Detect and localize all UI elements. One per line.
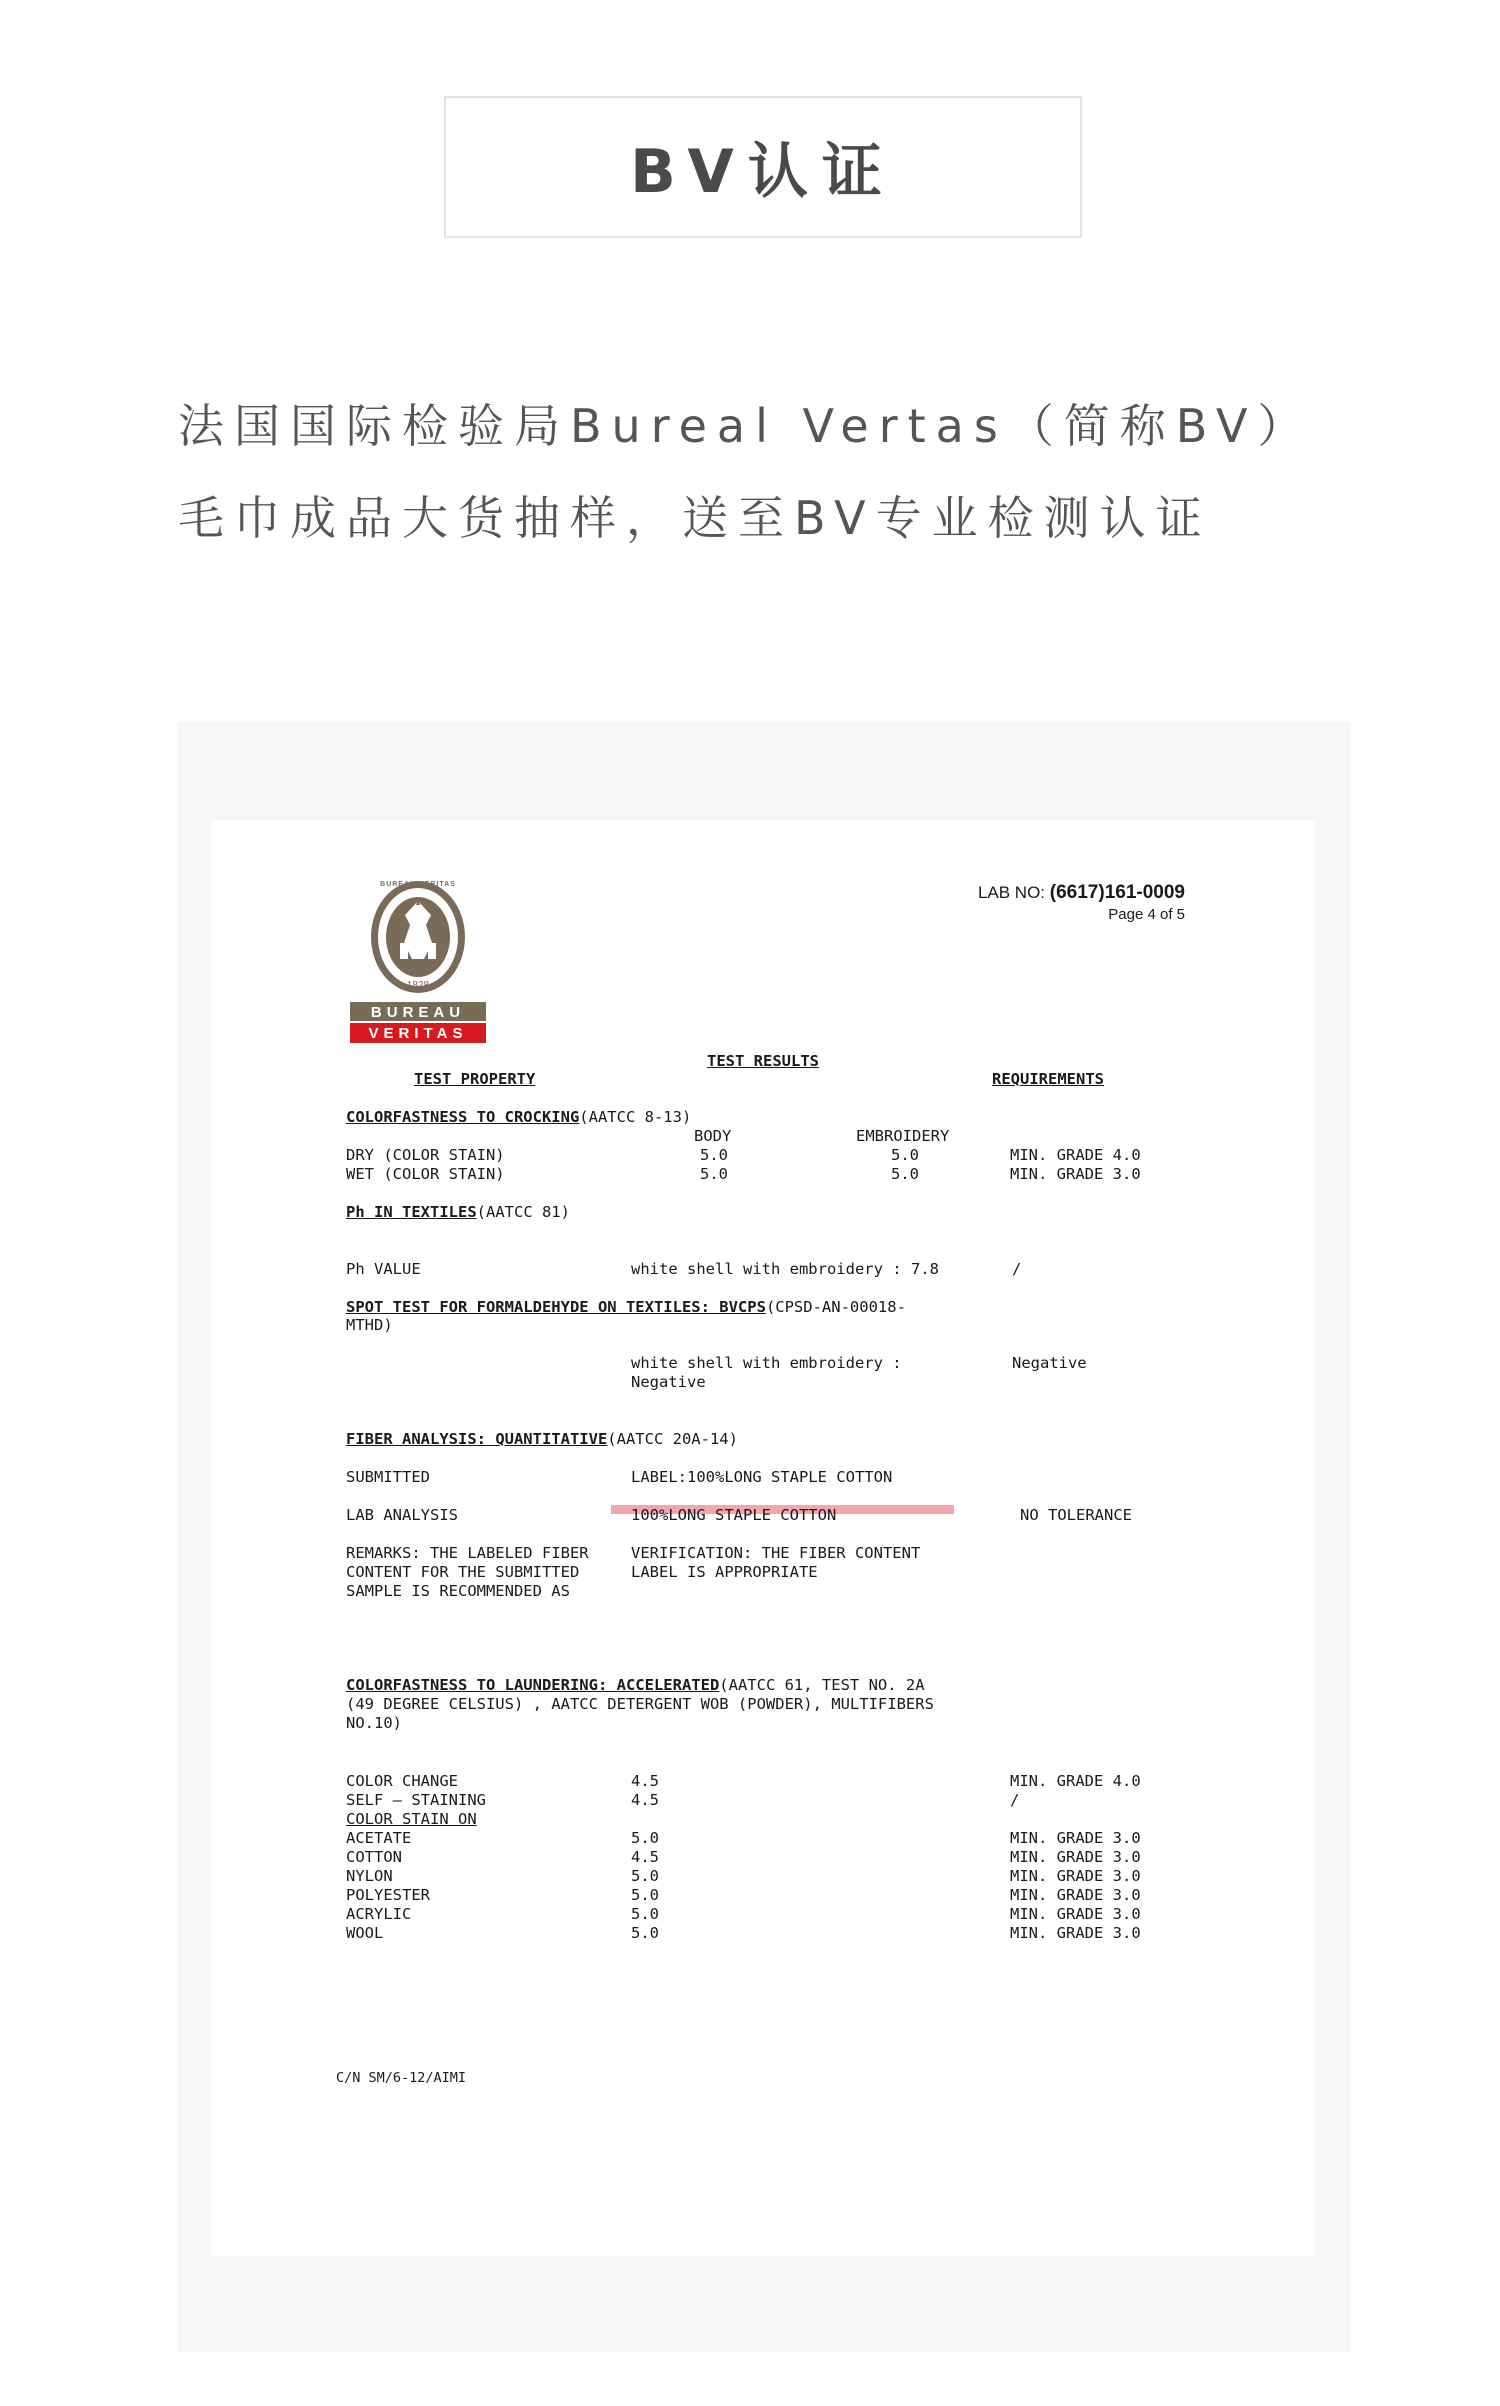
- crocking-row-body: 5.0: [700, 1165, 728, 1183]
- logo-text-veritas: VERITAS: [368, 1025, 468, 1042]
- logo-arc-text: BUREAU VERITAS: [380, 881, 456, 888]
- laundering-method-cont: NO.10): [346, 1714, 402, 1732]
- laundering-row-value: 4.5: [631, 1791, 659, 1809]
- formaldehyde-req: Negative: [1012, 1354, 1087, 1372]
- page-indicator: Page 4 of 5: [1108, 906, 1185, 923]
- formaldehyde-title: SPOT TEST FOR FORMALDEHYDE ON TEXTILES: BVCPS: [346, 1298, 766, 1316]
- ph-value: white shell with embroidery : 7.8: [631, 1260, 939, 1278]
- laundering-row-label: POLYESTER: [346, 1886, 430, 1904]
- laundering-row-value: 4.5: [631, 1772, 659, 1790]
- col-embroidery: EMBROIDERY: [856, 1127, 950, 1145]
- lab-no-value: (6617)161-0009: [1049, 882, 1185, 903]
- lab-no-label: LAB NO:: [977, 883, 1046, 902]
- lab-analysis-req: NO TOLERANCE: [1020, 1506, 1132, 1524]
- fiber-method: (AATCC 20A-14): [607, 1430, 738, 1448]
- crocking-row-req: MIN. GRADE 4.0: [1010, 1146, 1141, 1164]
- laundering-row-value: 5.0: [631, 1886, 659, 1904]
- logo-year: 1828: [406, 980, 430, 991]
- ph-req: /: [1012, 1260, 1022, 1278]
- laundering-row-req: MIN. GRADE 3.0: [1010, 1886, 1141, 1904]
- formaldehyde-method: (CPSD-AN-00018-: [765, 1298, 906, 1316]
- bureau-veritas-logo: [350, 875, 490, 1053]
- formaldehyde-method-cont: MTHD): [346, 1316, 393, 1334]
- remarks-left: REMARKS: THE LABELED FIBER: [346, 1544, 589, 1562]
- laundering-title-b: ACCELERATED: [616, 1676, 720, 1694]
- laundering-row-label: COTTON: [346, 1848, 402, 1866]
- crocking-row-body: 5.0: [700, 1146, 728, 1164]
- lab-analysis-label: LAB ANALYSIS: [346, 1506, 458, 1524]
- footer-code: C/N SM/6-12/AIMI: [336, 2070, 467, 2086]
- formaldehyde-value-1: white shell with embroidery :: [631, 1354, 902, 1372]
- logo-text-bureau: BUREAU: [370, 1004, 466, 1021]
- crocking-method: (AATCC 8-13): [579, 1108, 692, 1126]
- lab-number-block: [978, 882, 1185, 923]
- laundering-row-req: MIN. GRADE 3.0: [1010, 1867, 1141, 1885]
- crocking-row-label: WET (COLOR STAIN): [346, 1165, 505, 1183]
- remarks-left: CONTENT FOR THE SUBMITTED: [346, 1563, 580, 1581]
- laundering-title-line: [346, 1676, 925, 1694]
- submitted-label: SUBMITTED: [346, 1468, 430, 1486]
- intro-line-2: 毛巾成品大货抽样，送至BV专业检测认证: [178, 491, 1212, 545]
- crocking-row-embroidery: 5.0: [891, 1146, 919, 1164]
- laundering-row-req: MIN. GRADE 3.0: [1010, 1829, 1141, 1847]
- laundering-row-label: ACETATE: [346, 1829, 412, 1847]
- crocking-row-embroidery: 5.0: [891, 1165, 919, 1183]
- laundering-title-a: COLORFASTNESS TO LAUNDERING:: [346, 1676, 617, 1694]
- laundering-row-value: 5.0: [631, 1924, 659, 1942]
- laundering-row-req: MIN. GRADE 3.0: [1010, 1924, 1141, 1942]
- laundering-row-label: COLOR CHANGE: [346, 1772, 458, 1790]
- laundering-row-req: MIN. GRADE 3.0: [1010, 1848, 1141, 1866]
- crocking-title: COLORFASTNESS TO CROCKING: [346, 1108, 580, 1126]
- crocking-row-req: MIN. GRADE 3.0: [1010, 1165, 1141, 1183]
- ph-label: Ph VALUE: [346, 1260, 421, 1278]
- laundering-row-value: 5.0: [631, 1829, 659, 1847]
- page-title: BV认证: [630, 137, 896, 207]
- intro-line-1: 法国国际检验局Bureal Vertas（简称BV）: [178, 399, 1314, 453]
- laundering-row-label: NYLON: [346, 1867, 393, 1885]
- header-test-property: TEST PROPERTY: [414, 1070, 536, 1088]
- laundering-row-label: SELF – STAINING: [346, 1791, 486, 1809]
- remarks-right: LABEL IS APPROPRIATE: [631, 1563, 818, 1581]
- fiber-title-a: FIBER ANALYSIS:: [346, 1430, 496, 1448]
- fiber-title-b: QUANTITATIVE: [495, 1430, 608, 1448]
- col-body: BODY: [694, 1127, 732, 1145]
- laundering-row-req: MIN. GRADE 3.0: [1010, 1905, 1141, 1923]
- lab-analysis-value: 100%LONG STAPLE COTTON: [631, 1506, 837, 1524]
- ph-title-line: [346, 1203, 570, 1221]
- laundering-row-req: /: [1010, 1791, 1020, 1809]
- crocking-title-line: [346, 1108, 691, 1126]
- crocking-row-label: DRY (COLOR STAIN): [346, 1146, 505, 1164]
- laundering-row-value: 5.0: [631, 1867, 659, 1885]
- header-requirements: REQUIREMENTS: [992, 1070, 1104, 1088]
- formaldehyde-value-2: Negative: [631, 1373, 706, 1391]
- header-test-results: TEST RESULTS: [707, 1052, 819, 1070]
- title-box: [444, 96, 1082, 238]
- laundering-row-label: COLOR STAIN ON: [346, 1810, 477, 1828]
- laundering-method: (AATCC 61, TEST NO. 2A: [719, 1676, 925, 1694]
- remarks-left: SAMPLE IS RECOMMENDED AS: [346, 1582, 570, 1600]
- bv-report-document: [211, 820, 1315, 2256]
- fiber-title-line: [346, 1430, 738, 1448]
- ph-method: (AATCC 81): [476, 1203, 570, 1221]
- laundering-method-cont: (49 DEGREE CELSIUS) , AATCC DETERGENT WOB (POWDER), MULTIFIBERS: [346, 1695, 934, 1713]
- ph-title: Ph IN TEXTILES: [346, 1203, 477, 1221]
- laundering-row-value: 4.5: [631, 1848, 659, 1866]
- laundering-row-req: MIN. GRADE 4.0: [1010, 1772, 1141, 1790]
- remarks-right: VERIFICATION: THE FIBER CONTENT: [631, 1544, 921, 1562]
- laundering-row-label: WOOL: [346, 1924, 384, 1942]
- laundering-row-value: 5.0: [631, 1905, 659, 1923]
- submitted-value: LABEL:100%LONG STAPLE COTTON: [631, 1468, 893, 1486]
- laundering-row-label: ACRYLIC: [346, 1905, 412, 1923]
- formaldehyde-title-line: [346, 1298, 906, 1316]
